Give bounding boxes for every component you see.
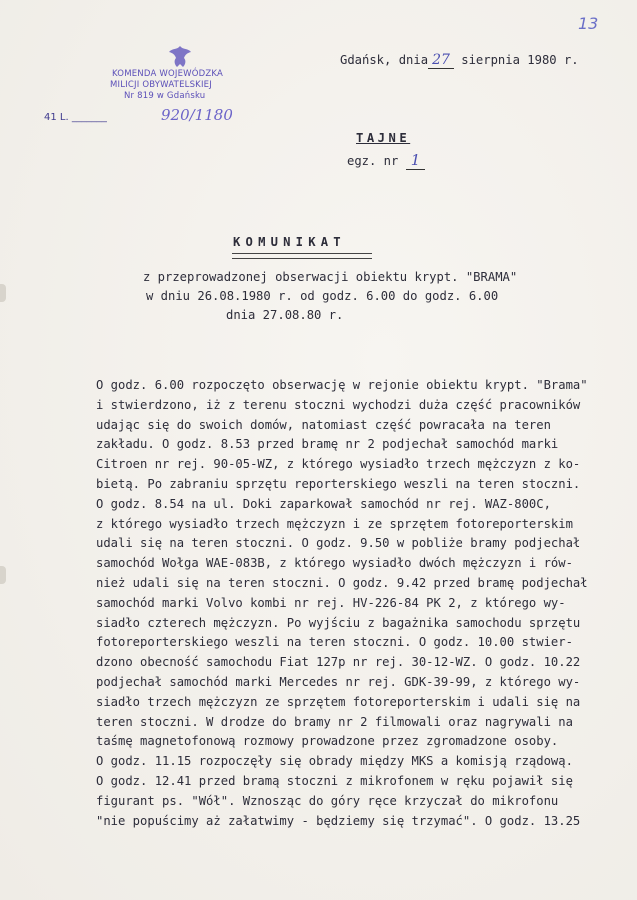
document-body xyxy=(96,376,626,831)
eagle-emblem-icon xyxy=(164,44,196,70)
body-line: samochód marki Volvo kombi nr rej. HV-226-84 PK 2, z którego wy- xyxy=(96,595,566,610)
body-line: O godz. 6.00 rozpoczęto obserwację w rejonie obiektu krypt. "Brama" xyxy=(96,378,588,392)
register-number: 920/1180 xyxy=(161,106,233,124)
punch-hole-mark xyxy=(0,284,6,302)
body-line: teren stoczni. W drodze do bramy nr 2 filmowali oraz nagrywali na xyxy=(96,714,573,729)
subtitle-line: w dniu 26.08.1980 r. od godz. 6.00 do godz. 6.00 xyxy=(146,289,499,303)
document-title: KOMUNIKAT xyxy=(233,235,346,249)
date-month-year: sierpnia 1980 r. xyxy=(453,53,579,67)
body-line: dzono obecność samochodu Fiat 127p nr rej. 30-12-WZ. O godz. 10.22 xyxy=(96,655,581,670)
body-line: zakładu. O godz. 8.53 przed bramę nr 2 podjechał samochód marki xyxy=(96,437,559,452)
body-line: podjechał samochód marki Mercedes nr rej. GDK-39-99, z którego wy- xyxy=(96,674,581,689)
body-line: O godz. 12.41 przed bramą stoczni z mikrofonem w ręku pojawił się xyxy=(96,773,573,788)
body-line: figurant ps. "Wół". Wznosząc do góry ręce krzyczał do mikrofonu xyxy=(96,793,559,808)
document-date xyxy=(340,52,579,68)
title-underline xyxy=(232,253,372,259)
body-line: z którego wysiadło trzech mężczyzn i ze sprzętem fotoreporterskim xyxy=(96,516,573,531)
date-day: 27 xyxy=(428,52,454,69)
date-place: Gdańsk, dnia xyxy=(340,53,429,67)
copy-value: 1 xyxy=(406,151,426,170)
stamp-line: KOMENDA WOJEWÓDZKA xyxy=(112,69,224,79)
punch-hole-mark xyxy=(0,566,6,584)
subtitle-line: dnia 27.08.80 r. xyxy=(226,308,344,322)
body-line: siadło czterech mężczyzn. Po wyjściu z bagażnika samochodu sprzętu xyxy=(96,615,581,630)
body-line: samochód Wołga WAE-083B, z którego wysiadło dwóch mężczyzn i rów- xyxy=(96,556,573,571)
register-label: 41 L. _______ xyxy=(44,112,107,123)
classification-label: TAJNE xyxy=(356,131,411,145)
body-line: Citroen nr rej. 90-05-WZ, z którego wysiadło trzech mężczyzn z ko- xyxy=(96,457,581,472)
body-line: "nie popuścimy aż załatwimy - będziemy się trzymać". O godz. 13.25 xyxy=(96,813,581,828)
copy-label: egz. nr xyxy=(347,154,406,168)
body-line: O godz. 11.15 rozpoczęły się obrady między MKS a komisją rządową. xyxy=(96,754,573,769)
body-line: fotoreporterskiego weszli na teren stoczni. O godz. 10.00 stwier- xyxy=(96,635,573,650)
body-line: siadło trzech mężczyzn ze sprzętem fotoreporterskim i udali się na xyxy=(96,694,581,709)
body-line: nież udali się na teren stoczni. O godz. 9.42 przed bramę podjechał xyxy=(96,575,588,590)
copy-number xyxy=(347,151,425,169)
page-number: 13 xyxy=(578,14,599,33)
stamp-line: MILICJI OBYWATELSKIEJ xyxy=(110,80,212,90)
body-line: i stwierdzono, iż z terenu stoczni wychodzi duża część pracowników xyxy=(96,397,581,412)
subtitle-line: z przeprowadzonej obserwacji obiektu krypt. "BRAMA" xyxy=(143,270,518,284)
office-stamp xyxy=(44,42,266,134)
body-line: taśmę magnetofonową rozmowy prowadzone przez zgromadzone osoby. xyxy=(96,734,559,749)
body-line: udali się na teren stoczni. O godz. 9.50 w pobliże bramy podjechał xyxy=(96,536,581,551)
body-line: O godz. 8.54 na ul. Doki zaparkował samochód nr rej. WAZ-800C, xyxy=(96,496,551,511)
stamp-line: Nr 819 w Gdańsku xyxy=(124,91,206,101)
body-line: udając się do swoich domów, natomiast część powracała na teren xyxy=(96,417,551,432)
body-line: bietą. Po zabraniu sprzętu reporterskiego weszli na teren stoczni. xyxy=(96,476,581,491)
